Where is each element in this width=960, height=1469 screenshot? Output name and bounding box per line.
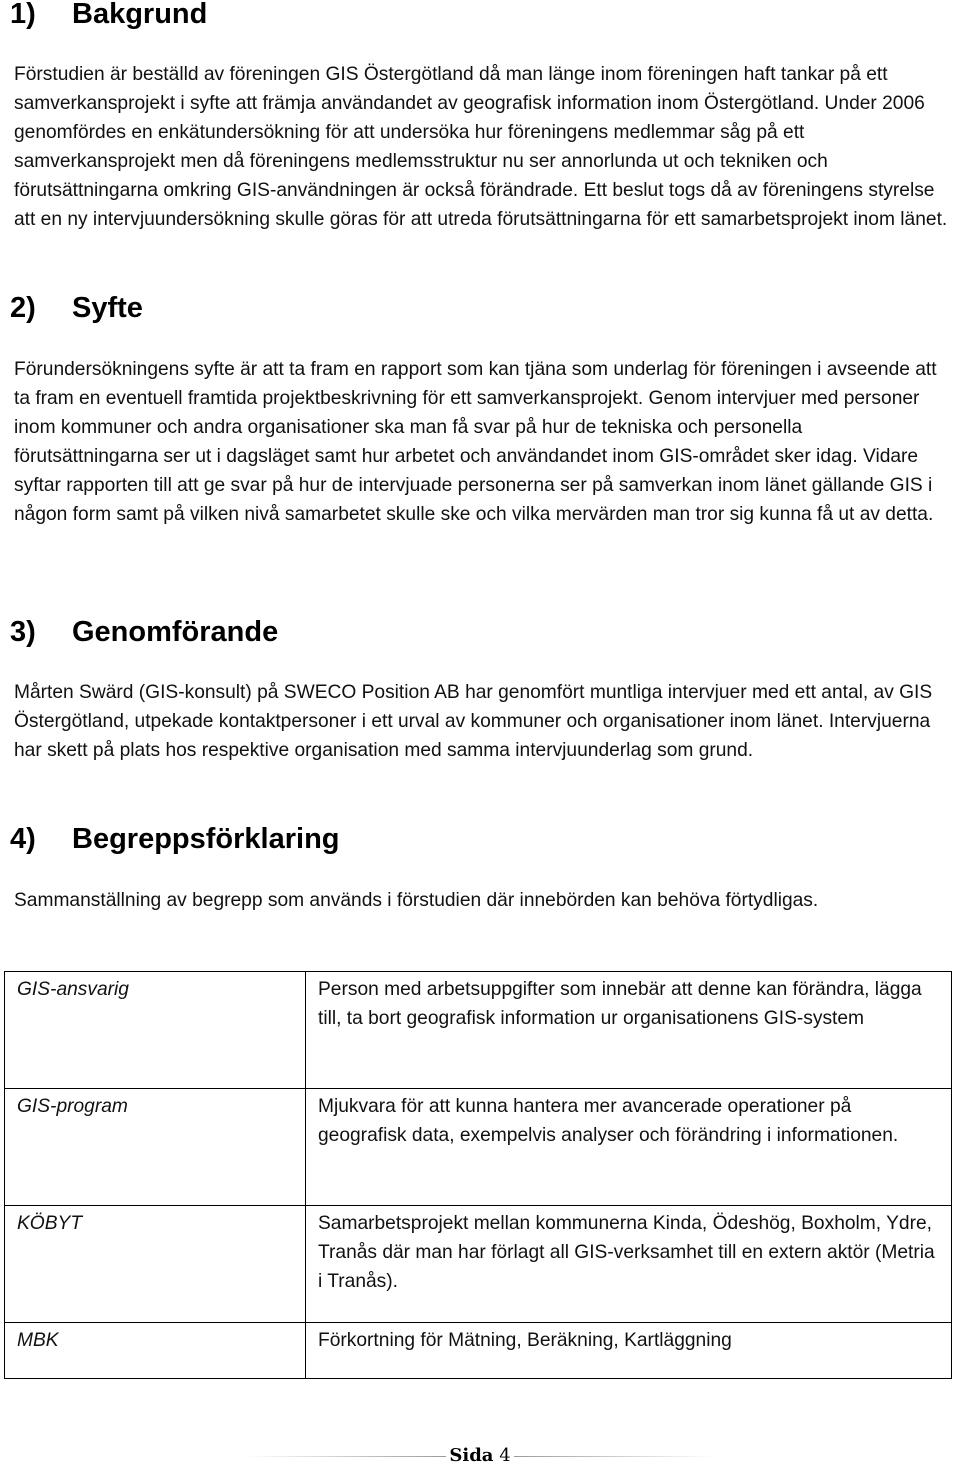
table-row bbox=[5, 1206, 952, 1323]
section-number: 1) bbox=[10, 0, 36, 30]
section-heading-syfte bbox=[10, 291, 143, 325]
definition-cell: Person med arbetsuppgifter som innebär att denne kan förändra, lägga till, ta bort geografisk information ur organisationens GIS-system bbox=[306, 972, 952, 1089]
term-cell: KÖBYT bbox=[5, 1206, 306, 1323]
page-footer bbox=[0, 1443, 960, 1469]
definition-cell: Mjukvara för att kunna hantera mer avancerade operationer på geografisk data, exempelvis analyser och förändring i informationen. bbox=[306, 1089, 952, 1206]
page-number-value: 4 bbox=[499, 1445, 511, 1466]
table-row bbox=[5, 1323, 952, 1379]
section-title: Syfte bbox=[72, 292, 143, 324]
section-title: Genomförande bbox=[72, 616, 279, 648]
definition-cell: Samarbetsprojekt mellan kommunerna Kinda, Ödeshög, Boxholm, Ydre, Tranås där man har förlagt all GIS-verksamhet till en extern aktör (Metria i Tranås). bbox=[306, 1206, 952, 1323]
table-row bbox=[5, 1089, 952, 1206]
table-row bbox=[5, 972, 952, 1089]
section-paragraph-bakgrund: Förstudien är beställd av föreningen GIS Östergötland då man länge inom föreningen haft tankar på ett samverkansprojekt i syfte att främja användandet av geografisk information inom Östergötland. Under 2006 genomfördes en enkätundersökning för att undersöka hur föreningens medlemmar såg på ett samverkansprojekt men då föreningens medlemsstruktur nu ser annorlunda ut och tekniken och förutsättningarna omkring GIS-användningen är också förändrade. Ett beslut togs då av föreningens styrelse att en ny intervjuundersökning skulle göras för att utreda förutsättningarna för ett samarbetsprojekt inom länet. bbox=[14, 64, 948, 230]
page-number bbox=[446, 1443, 514, 1469]
section-paragraph-genomforande: Mårten Swärd (GIS-konsult) på SWECO Position AB har genomfört muntliga intervjuer med ett antal, av GIS Östergötland, utpekade kontaktpersoner i ett urval av kommuner och organisationer inom länet. Intervjuerna har skett på plats hos respektive organisation med samma intervjuunderlag som grund. bbox=[14, 682, 933, 761]
definition-cell: Förkortning för Mätning, Beräkning, Kartläggning bbox=[306, 1323, 952, 1379]
footer-divider-left bbox=[246, 1456, 446, 1457]
section-heading-genomforande bbox=[10, 615, 278, 649]
section-number: 4) bbox=[10, 823, 36, 855]
section-heading-begreppsforklaring bbox=[10, 822, 340, 856]
section-paragraph-begreppsforklaring: Sammanställning av begrepp som används i förstudien där innebörden kan behöva förtydligas. bbox=[14, 890, 819, 911]
term-cell: MBK bbox=[5, 1323, 306, 1379]
page-label: Sida bbox=[449, 1445, 494, 1466]
term-cell: GIS-program bbox=[5, 1089, 306, 1206]
terms-table bbox=[4, 971, 952, 1379]
section-number: 3) bbox=[10, 616, 36, 648]
section-title: Bakgrund bbox=[72, 0, 208, 30]
section-paragraph-syfte: Förundersökningens syfte är att ta fram en rapport som kan tjäna som underlag för föreningen i avseende att ta fram en eventuell framtida projektbeskrivning för ett samverkansprojekt. Genom intervjuer med personer inom kommuner och andra organisationer ska man få svar på hur de tekniska och personella förutsättningarna ser ut i dagsläget samt hur arbetet och användandet inom GIS-området sker idag. Vidare syftar rapporten till att ge svar på hur de intervjuade personerna ser på samverkan inom länet gällande GIS i någon form samt på vilken nivå samarbetet skulle ske och vilka mervärden man tror sig kunna få ut av detta. bbox=[14, 359, 937, 525]
section-heading-bakgrund bbox=[10, 0, 207, 31]
section-title: Begreppsförklaring bbox=[72, 823, 340, 855]
section-number: 2) bbox=[10, 292, 36, 324]
term-cell: GIS-ansvarig bbox=[5, 972, 306, 1089]
footer-divider-right bbox=[514, 1456, 714, 1457]
